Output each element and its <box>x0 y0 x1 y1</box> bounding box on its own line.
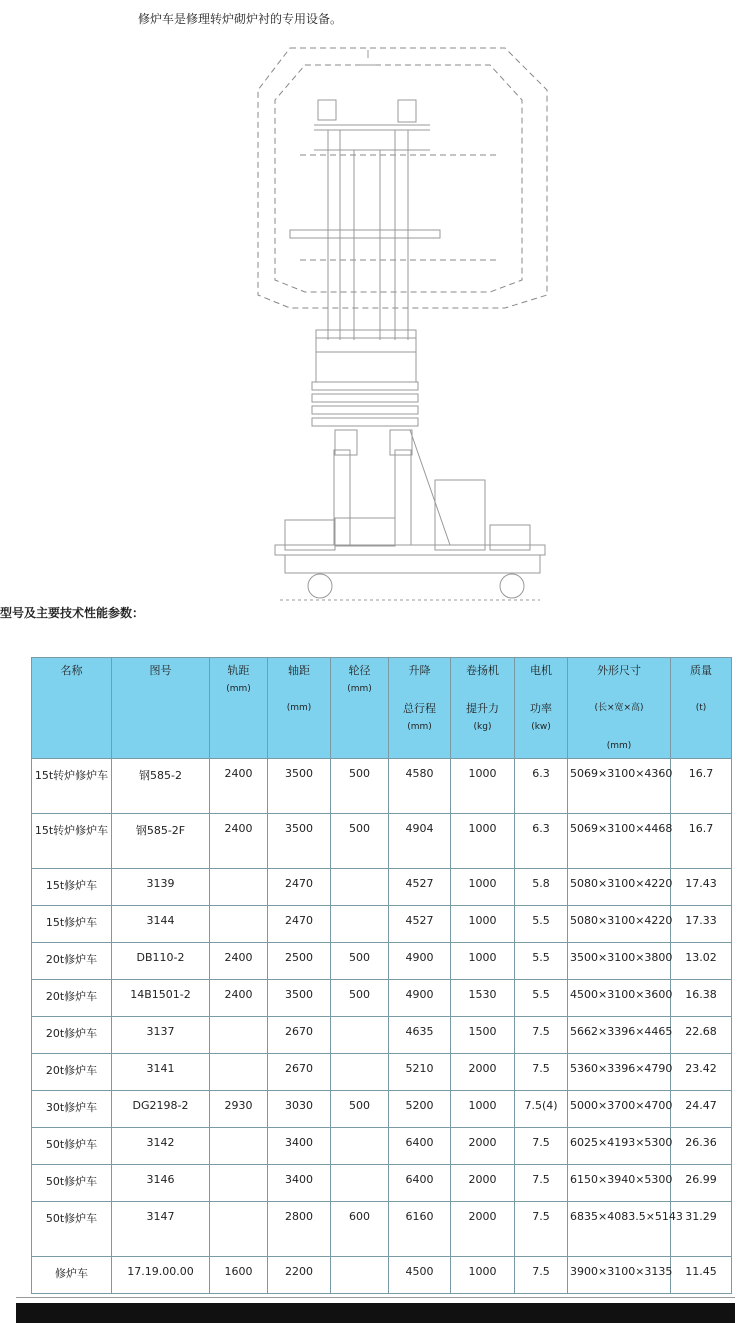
table-row <box>32 943 732 980</box>
header-line <box>570 677 668 696</box>
table-cell: 修炉车 <box>32 1257 112 1294</box>
table-cell: 4635 <box>389 1017 451 1054</box>
table-cell: 7.5 <box>515 1054 568 1091</box>
table-cell: 1000 <box>451 1091 515 1128</box>
table-cell <box>331 1257 389 1294</box>
table-row <box>32 1091 732 1128</box>
header-line: 总行程 <box>403 702 436 715</box>
table-cell: 6400 <box>389 1128 451 1165</box>
table-cell: 500 <box>331 1091 389 1128</box>
table-row <box>32 980 732 1017</box>
table-cell: 7.5 <box>515 1017 568 1054</box>
header-line <box>391 677 448 696</box>
table-cell <box>210 1128 268 1165</box>
table-cell <box>210 1165 268 1202</box>
header-line <box>270 677 328 696</box>
table-cell: 2670 <box>268 1017 331 1054</box>
table-row <box>32 906 732 943</box>
header-line: (mm) <box>347 684 372 694</box>
column-header <box>671 658 732 759</box>
table-cell: 3137 <box>112 1017 210 1054</box>
table-cell: 钢585-2F <box>112 814 210 869</box>
table-cell: 3141 <box>112 1054 210 1091</box>
table-cell: 22.68 <box>671 1017 732 1054</box>
table-cell: 16.7 <box>671 814 732 869</box>
table-cell <box>210 1054 268 1091</box>
table-cell: 50t修炉车 <box>32 1202 112 1257</box>
section-title: 型号及主要技术性能参数： <box>0 606 145 620</box>
table-cell: DB110-2 <box>112 943 210 980</box>
table-cell: 15t转炉修炉车 <box>32 759 112 814</box>
table-cell: 5360×3396×4790 <box>568 1054 671 1091</box>
table-cell: 2400 <box>210 814 268 869</box>
table-row <box>32 759 732 814</box>
header-line: 名称 <box>60 664 83 677</box>
footer-bar <box>16 1303 735 1323</box>
column-header <box>32 658 112 759</box>
table-cell: 20t修炉车 <box>32 1017 112 1054</box>
table-cell: 13.02 <box>671 943 732 980</box>
table-cell: 2200 <box>268 1257 331 1294</box>
table-cell: 11.45 <box>671 1257 732 1294</box>
table-cell: 6160 <box>389 1202 451 1257</box>
table-cell: 50t修炉车 <box>32 1128 112 1165</box>
table-cell: 7.5 <box>515 1257 568 1294</box>
table-cell: 3142 <box>112 1128 210 1165</box>
table-cell: 2400 <box>210 759 268 814</box>
header-line: 升降 <box>408 664 431 677</box>
column-header <box>568 658 671 759</box>
table-cell: 2670 <box>268 1054 331 1091</box>
header-line <box>453 677 512 696</box>
table-cell: 6025×4193×5300 <box>568 1128 671 1165</box>
table-cell: 1000 <box>451 1257 515 1294</box>
table-cell: 2500 <box>268 943 331 980</box>
table-cell: 26.36 <box>671 1128 732 1165</box>
table-cell: 3139 <box>112 869 210 906</box>
table-cell: 2400 <box>210 943 268 980</box>
header-line: (kg) <box>473 722 492 732</box>
table-cell: 4900 <box>389 980 451 1017</box>
table-row <box>32 1165 732 1202</box>
table-cell: 4500 <box>389 1257 451 1294</box>
column-header <box>451 658 515 759</box>
table-cell: DG2198-2 <box>112 1091 210 1128</box>
table-cell: 2400 <box>210 980 268 1017</box>
table-cell: 4527 <box>389 906 451 943</box>
header-line: (mm) <box>286 703 312 713</box>
table-cell: 1000 <box>451 869 515 906</box>
table-cell: 5069×3100×4468 <box>568 814 671 869</box>
table-cell: 15t转炉修炉车 <box>32 814 112 869</box>
header-line: 轨距 <box>227 664 250 677</box>
intro-text: 修炉车是修理转炉砌炉衬的专用设备。 <box>138 12 343 26</box>
header-line: (t) <box>695 703 707 713</box>
table-cell: 5.8 <box>515 869 568 906</box>
header-line <box>673 677 729 696</box>
table-cell: 1000 <box>451 814 515 869</box>
column-header <box>389 658 451 759</box>
table-cell: 5000×3700×4700 <box>568 1091 671 1128</box>
table-cell: 2000 <box>451 1202 515 1257</box>
table-row <box>32 1128 732 1165</box>
table-cell: 3144 <box>112 906 210 943</box>
table-cell: 2000 <box>451 1165 515 1202</box>
table-cell: 6.3 <box>515 814 568 869</box>
table-cell: 17.33 <box>671 906 732 943</box>
table-cell: 5069×3100×4360 <box>568 759 671 814</box>
table-cell <box>210 906 268 943</box>
table-row <box>32 1257 732 1294</box>
footer-divider <box>16 1297 735 1298</box>
table-cell: 5.5 <box>515 943 568 980</box>
table-cell: 6150×3940×5300 <box>568 1165 671 1202</box>
table-cell: 3500 <box>268 759 331 814</box>
header-line: 轮径 <box>348 664 371 677</box>
table-cell: 6400 <box>389 1165 451 1202</box>
table-row <box>32 1017 732 1054</box>
table-cell: 17.19.00.00 <box>112 1257 210 1294</box>
table-cell: 5.5 <box>515 980 568 1017</box>
header-line: (mm) <box>226 684 251 694</box>
table-cell: 2470 <box>268 906 331 943</box>
table-cell: 14B1501-2 <box>112 980 210 1017</box>
table-cell: 15t修炉车 <box>32 906 112 943</box>
table-row <box>32 869 732 906</box>
table-cell <box>331 1054 389 1091</box>
table-cell: 15t修炉车 <box>32 869 112 906</box>
table-cell: 2470 <box>268 869 331 906</box>
header-line: (mm) <box>606 741 632 751</box>
table-cell: 500 <box>331 980 389 1017</box>
table-cell: 500 <box>331 814 389 869</box>
table-cell: 4580 <box>389 759 451 814</box>
table-cell: 钢585-2 <box>112 759 210 814</box>
table-cell <box>331 1017 389 1054</box>
column-header <box>210 658 268 759</box>
header-line: 功率 <box>530 702 552 715</box>
table-cell: 500 <box>331 943 389 980</box>
table-cell: 5210 <box>389 1054 451 1091</box>
table-cell: 5080×3100×4220 <box>568 869 671 906</box>
table-header-row <box>32 658 732 759</box>
header-line: 图号 <box>149 664 172 677</box>
table-cell: 3030 <box>268 1091 331 1128</box>
table-cell: 20t修炉车 <box>32 980 112 1017</box>
table-cell: 3400 <box>268 1128 331 1165</box>
table-cell: 24.47 <box>671 1091 732 1128</box>
column-header <box>112 658 210 759</box>
table-cell: 2930 <box>210 1091 268 1128</box>
header-line: (长×宽×高) <box>594 703 644 713</box>
repair-car-drawing <box>250 40 550 615</box>
table-cell: 23.42 <box>671 1054 732 1091</box>
table-cell: 1000 <box>451 943 515 980</box>
table-cell: 2800 <box>268 1202 331 1257</box>
column-header <box>515 658 568 759</box>
table-cell: 5080×3100×4220 <box>568 906 671 943</box>
header-line: 提升力 <box>466 702 499 715</box>
table-cell: 3146 <box>112 1165 210 1202</box>
table-cell: 17.43 <box>671 869 732 906</box>
table-cell: 50t修炉车 <box>32 1165 112 1202</box>
table-cell: 4527 <box>389 869 451 906</box>
column-header <box>331 658 389 759</box>
spec-table <box>31 657 732 1294</box>
table-cell <box>210 1202 268 1257</box>
table-cell: 3500×3100×3800 <box>568 943 671 980</box>
header-line: 电机 <box>530 664 552 677</box>
table-cell: 3400 <box>268 1165 331 1202</box>
table-cell: 20t修炉车 <box>32 1054 112 1091</box>
table-cell <box>210 1017 268 1054</box>
header-line: 外形尺寸 <box>597 664 641 677</box>
table-cell: 3500 <box>268 814 331 869</box>
table-cell <box>331 869 389 906</box>
table-cell: 3147 <box>112 1202 210 1257</box>
table-cell: 20t修炉车 <box>32 943 112 980</box>
table-cell: 7.5 <box>515 1202 568 1257</box>
table-cell: 2000 <box>451 1054 515 1091</box>
table-cell: 5.5 <box>515 906 568 943</box>
table-cell: 4904 <box>389 814 451 869</box>
table-cell <box>331 1165 389 1202</box>
table-cell: 3500 <box>268 980 331 1017</box>
table-cell <box>331 906 389 943</box>
header-line: 质量 <box>690 664 712 677</box>
header-line <box>570 715 668 734</box>
header-line: (mm) <box>407 722 432 732</box>
table-cell: 16.38 <box>671 980 732 1017</box>
table-cell: 30t修炉车 <box>32 1091 112 1128</box>
table-cell: 1000 <box>451 906 515 943</box>
table-cell: 4500×3100×3600 <box>568 980 671 1017</box>
table-cell: 4900 <box>389 943 451 980</box>
table-cell: 6835×4083.5×5143 <box>568 1202 671 1257</box>
table-cell: 26.99 <box>671 1165 732 1202</box>
table-cell: 7.5(4) <box>515 1091 568 1128</box>
table-cell: 31.29 <box>671 1202 732 1257</box>
table-cell: 1600 <box>210 1257 268 1294</box>
table-cell: 1000 <box>451 759 515 814</box>
table-cell: 500 <box>331 759 389 814</box>
table-cell: 3900×3100×3135 <box>568 1257 671 1294</box>
header-line <box>517 677 565 696</box>
header-line: 轴距 <box>288 664 310 677</box>
table-cell: 600 <box>331 1202 389 1257</box>
table-cell <box>331 1128 389 1165</box>
table-cell <box>210 869 268 906</box>
table-cell: 7.5 <box>515 1165 568 1202</box>
table-cell: 1530 <box>451 980 515 1017</box>
table-row <box>32 814 732 869</box>
table-row <box>32 1054 732 1091</box>
table-row <box>32 1202 732 1257</box>
table-cell: 2000 <box>451 1128 515 1165</box>
table-cell: 5200 <box>389 1091 451 1128</box>
table-cell: 6.3 <box>515 759 568 814</box>
header-line: (kw) <box>531 722 551 732</box>
column-header <box>268 658 331 759</box>
table-cell: 1500 <box>451 1017 515 1054</box>
table-cell: 16.7 <box>671 759 732 814</box>
table-cell: 5662×3396×4465 <box>568 1017 671 1054</box>
header-line: 卷扬机 <box>466 664 499 677</box>
table-cell: 7.5 <box>515 1128 568 1165</box>
